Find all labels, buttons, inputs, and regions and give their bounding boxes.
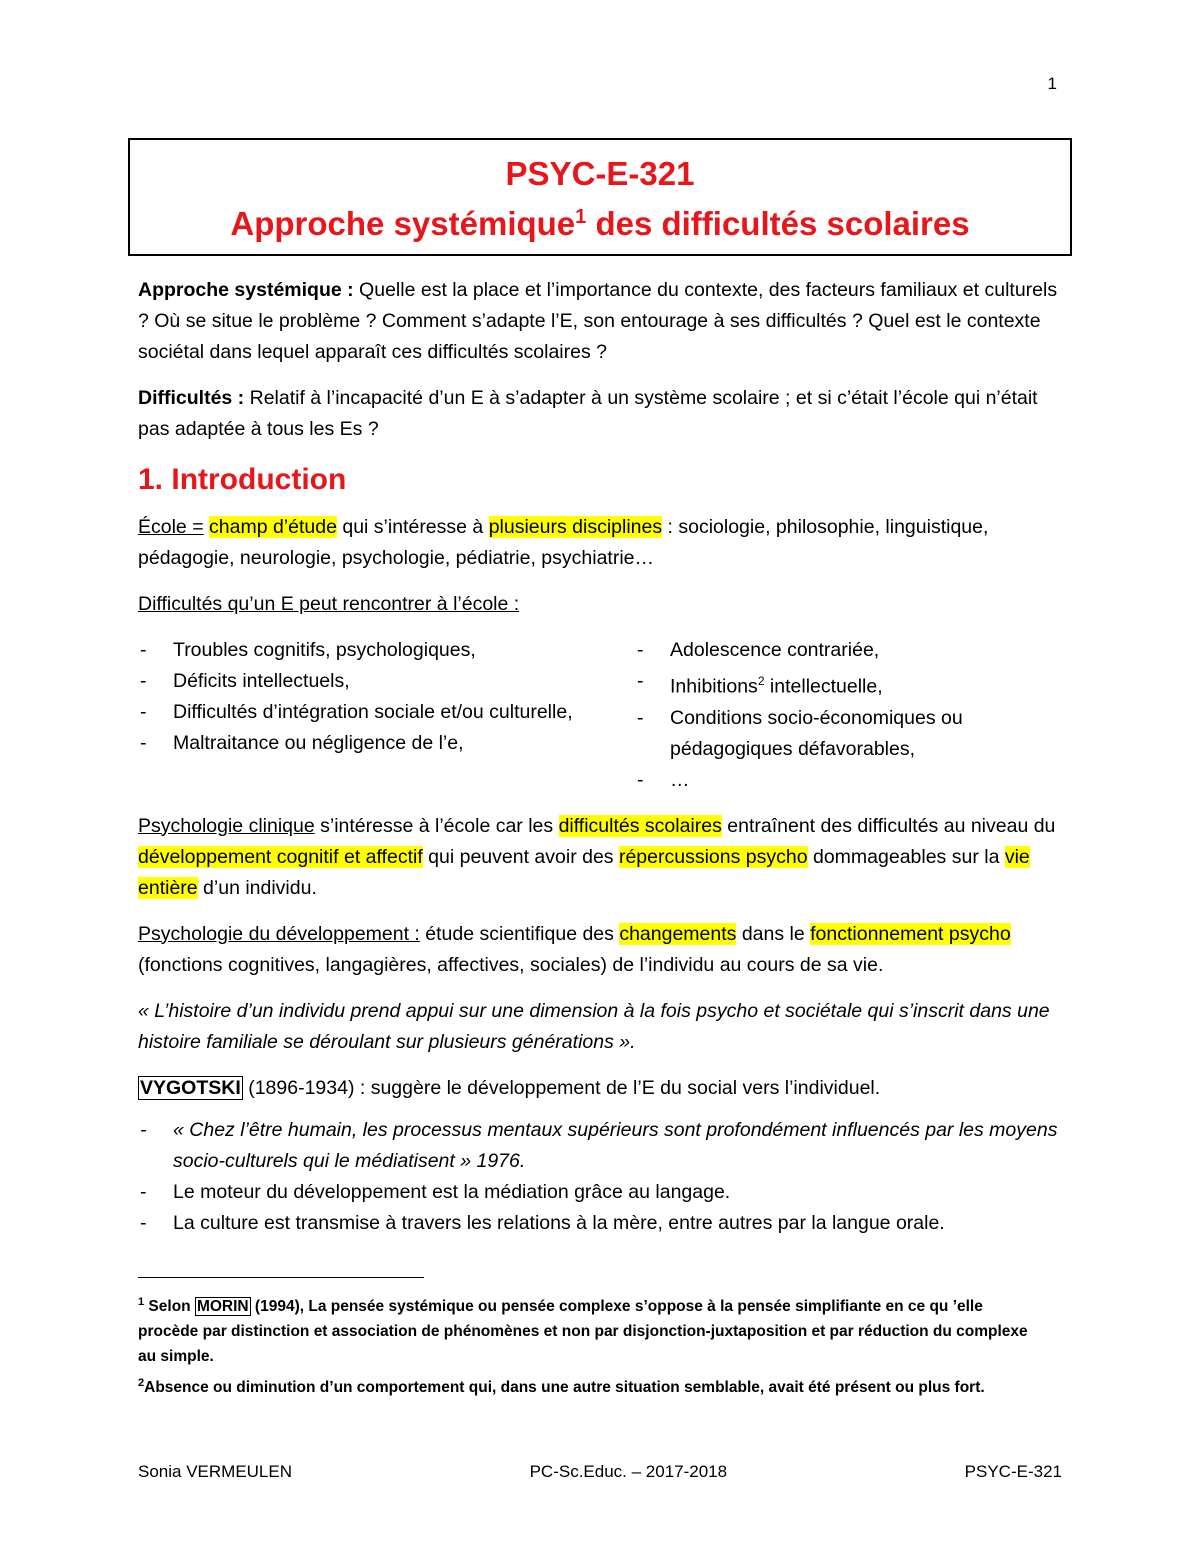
list-item: - Conditions socio-économiques ou pédagogiques défavorables, bbox=[635, 703, 1062, 765]
page-footer bbox=[138, 1462, 1062, 1482]
difficultes-text: Relatif à l’incapacité d’un E à s’adapter à un système scolaire ; et si c’était l’école qui n’était pas adaptée à tous les Es ? bbox=[138, 387, 1038, 440]
ecole-label: École = bbox=[138, 516, 204, 538]
footnote-number: 1 bbox=[138, 1296, 145, 1308]
list-item: - Le moteur du développement est la médiation grâce au langage. bbox=[138, 1177, 1062, 1208]
footnote-ref-1[interactable]: 1 bbox=[575, 206, 587, 228]
vygotski-list bbox=[138, 1115, 1062, 1239]
list-left-column bbox=[138, 635, 635, 796]
course-title bbox=[130, 202, 1070, 246]
course-title-text-rest: des difficultés scolaires bbox=[586, 205, 970, 242]
footnote-2 bbox=[138, 1371, 1038, 1400]
list-item bbox=[635, 666, 1062, 703]
footer-course-code: PSYC-E-321 bbox=[964, 1462, 1062, 1481]
list-item: - Troubles cognitifs, psychologiques, bbox=[138, 635, 635, 666]
text-run: étude scientifique des bbox=[419, 922, 620, 945]
difficultes-label: Difficultés : bbox=[138, 387, 245, 409]
page-number: 1 bbox=[1047, 74, 1057, 93]
text-run: dans le bbox=[736, 922, 811, 945]
text-run: entraînent des difficultés au niveau du bbox=[721, 814, 1056, 837]
quote-histoire-individu: « L’histoire d’un individu prend appui sur une dimension à la fois psycho et sociétale qui s’inscrit dans une histoire familiale se déroulant sur plusieurs générations ». bbox=[138, 999, 1050, 1053]
psy-dev-label: Psychologie du développement : bbox=[138, 922, 420, 945]
highlight-developpement: développement cognitif et affectif bbox=[138, 845, 423, 868]
approche-label: Approche systémique : bbox=[138, 279, 354, 301]
highlight-vie-entiere: vie entière bbox=[138, 845, 1030, 899]
list-item: - La culture est transmise à travers les relations à la mère, entre autres par la langue orale. bbox=[138, 1208, 1062, 1239]
ecole-mid: qui s’intéresse à bbox=[336, 516, 489, 538]
footnotes bbox=[138, 1290, 1038, 1402]
footnote-text-rest: (1994), La pensée systémique ou pensée complexe s’oppose à la pensée simplifiante en ce qu ’elle procède par distinction et association de phénomènes et non par disjonction-juxtaposition et par réduction du complexe au simple. bbox=[138, 1298, 1028, 1366]
morin-name: MORIN bbox=[196, 1298, 249, 1316]
psy-clinique-label: Psychologie clinique bbox=[138, 814, 315, 837]
paragraph-psychologie-clinique bbox=[138, 811, 1062, 904]
list-item: - Difficultés d’intégration sociale et/ou culturelle, bbox=[138, 697, 635, 728]
section-heading-introduction: 1. Introduction bbox=[138, 463, 347, 496]
footnote-text: Selon bbox=[144, 1298, 195, 1316]
list-item: - … bbox=[635, 765, 1062, 796]
text-run: dommageables sur la bbox=[807, 845, 1005, 868]
paragraph-ecole bbox=[138, 512, 1062, 574]
difficulties-two-column-list bbox=[138, 635, 1062, 796]
footer-program: PC-Sc.Educ. – 2017-2018 bbox=[529, 1462, 728, 1481]
list-right bbox=[635, 635, 1062, 796]
list-right-column bbox=[635, 635, 1062, 796]
ecole-rest: : sociologie, philosophie, linguistique, pédagogie, neurologie, psychologie, pédiatrie, psychiatrie… bbox=[138, 516, 989, 569]
paragraph-psychologie-developpement bbox=[138, 919, 1062, 981]
footnote-ref-2[interactable]: 2 bbox=[757, 674, 765, 688]
list-left bbox=[138, 635, 635, 759]
approche-text: Quelle est la place et l’importance du contexte, des facteurs familiaux et culturels ? Où se situe le problème ? Comment s’adapte l’E, son entourage à ses difficultés ? Quel est le contexte sociétal dans lequel apparaît ces difficultés scolaires ? bbox=[138, 279, 1058, 363]
highlight-repercussions: répercussions psycho bbox=[618, 845, 808, 868]
highlight-changements: changements bbox=[619, 922, 737, 945]
highlight-champ-etude: champ d’étude bbox=[209, 516, 337, 538]
vygotski-name: VYGOTSKI bbox=[140, 1076, 241, 1099]
list-item-text-rest: intellectuelle, bbox=[764, 675, 883, 698]
course-code-title: PSYC-E-321 bbox=[505, 155, 695, 192]
title-box bbox=[128, 138, 1072, 256]
paragraph-vygotski bbox=[138, 1073, 1062, 1104]
footnote-1 bbox=[138, 1290, 1038, 1369]
main-content bbox=[138, 275, 1062, 1239]
list-item: - Déficits intellectuels, bbox=[138, 666, 635, 697]
highlight-plusieurs-disciplines: plusieurs disciplines bbox=[488, 516, 663, 538]
difficultes-heading: Difficultés qu’un E peut rencontrer à l’école : bbox=[138, 593, 520, 615]
vygotski-text: (1896-1934) : suggère le développement de l’E du social vers l’individuel. bbox=[242, 1076, 881, 1099]
text-run: d’un individu. bbox=[197, 876, 317, 899]
paragraph-approche bbox=[138, 275, 1062, 368]
paragraph-difficultes bbox=[138, 383, 1062, 445]
footnote-text: Absence ou diminution d’un comportement qui, dans une autre situation semblable, avait été présent ou plus fort. bbox=[144, 1379, 985, 1397]
footnote-number: 2 bbox=[138, 1377, 145, 1390]
list-item: - « Chez l’être humain, les processus mentaux supérieurs sont profondément influencés par les moyens socio-culturels qui le médiatisent » 1976. bbox=[138, 1115, 1062, 1177]
list-item-text: Inhibitions bbox=[670, 675, 758, 698]
text-run: s’intéresse à l’école car les bbox=[314, 814, 559, 837]
list-item: - Adolescence contrariée, bbox=[635, 635, 1062, 666]
list-item: - Maltraitance ou négligence de l’e, bbox=[138, 728, 635, 759]
course-title-text: Approche systémique bbox=[230, 205, 576, 242]
text-run: qui peuvent avoir des bbox=[422, 845, 619, 868]
highlight-difficultes-scolaires: difficultés scolaires bbox=[558, 814, 722, 837]
footnote-separator bbox=[138, 1277, 424, 1278]
footer-author: Sonia VERMEULEN bbox=[138, 1462, 293, 1481]
highlight-fonctionnement-psycho: fonctionnement psycho bbox=[810, 922, 1011, 945]
text-run: (fonctions cognitives, langagières, affectives, sociales) de l’individu au cours de sa vie. bbox=[138, 953, 884, 976]
